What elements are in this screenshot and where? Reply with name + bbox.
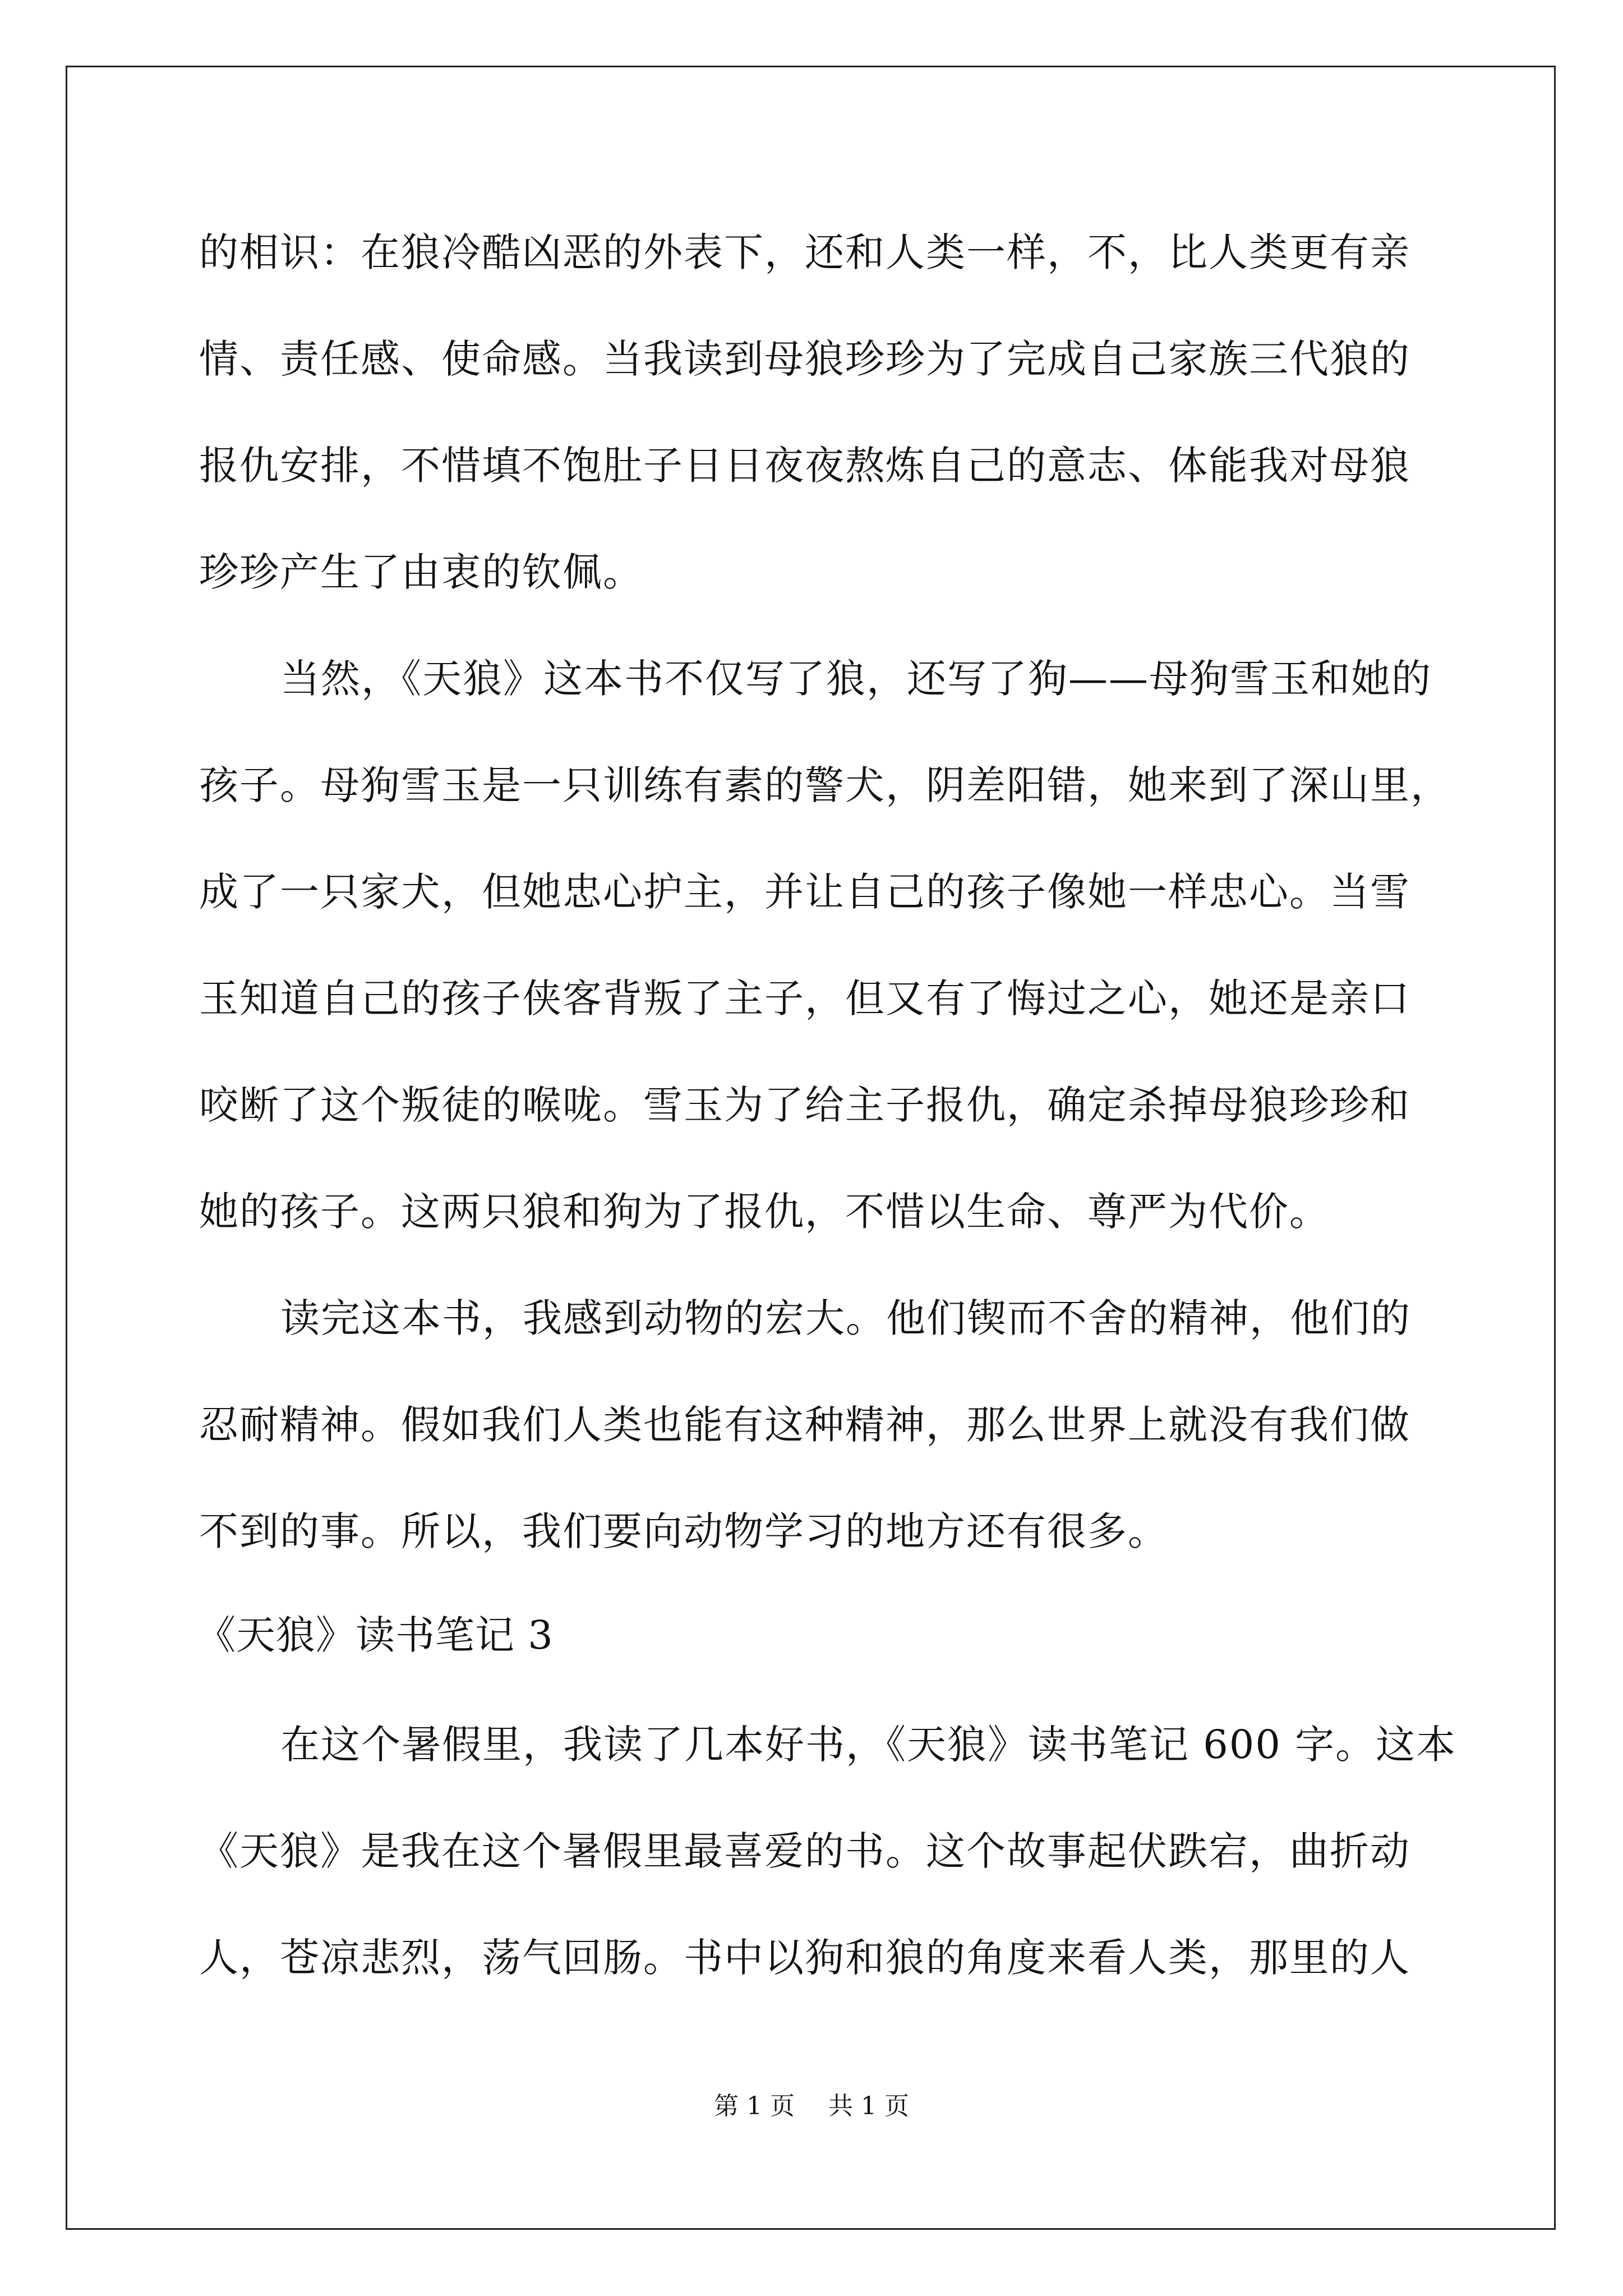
page-number-total: 共 1 页 xyxy=(828,2092,909,2120)
text-line: 不到的事。所以，我们要向动物学习的地方还有很多。 xyxy=(199,1508,1168,1554)
text-line: 她的孩子。这两只狼和狗为了报仇，不惜以生命、尊严为代价。 xyxy=(199,1189,1330,1235)
text-line: 报仇安排，不惜填不饱肚子日日夜夜熬炼自己的意志、体能我对母狼 xyxy=(199,443,1410,489)
page-footer xyxy=(0,2090,1623,2123)
page-number-current: 第 1 页 xyxy=(714,2092,795,2120)
text-line: 情、责任感、使命感。当我读到母狼珍珍为了完成自己家族三代狼的 xyxy=(199,336,1410,382)
text-line: 的相识：在狼冷酷凶恶的外表下，还和人类一样，不，比人类更有亲 xyxy=(199,229,1410,275)
text-line: 当然，《天狼》这本书不仅写了狼，还写了狗——母狗雪玉和她的 xyxy=(280,656,1432,702)
text-line: 人，苍凉悲烈，荡气回肠。书中以狗和狼的角度来看人类，那里的人 xyxy=(199,1935,1410,1981)
text-line: 《天狼》是我在这个暑假里最喜爱的书。这个故事起伏跌宕，曲折动 xyxy=(199,1828,1410,1874)
text-line: 读完这本书，我感到动物的宏大。他们锲而不舍的精神，他们的 xyxy=(280,1295,1411,1341)
text-line: 珍珍产生了由衷的钦佩。 xyxy=(199,549,643,595)
text-line: 玉知道自己的孩子侠客背叛了主子，但又有了悔过之心，她还是亲口 xyxy=(199,976,1410,1022)
text-line: 忍耐精神。假如我们人类也能有这种精神，那么世界上就没有我们做 xyxy=(199,1402,1410,1448)
text-line: 成了一只家犬，但她忠心护主，并让自己的孩子像她一样忠心。当雪 xyxy=(199,869,1410,915)
text-line: 咬断了这个叛徒的喉咙。雪玉为了给主子报仇，确定杀掉母狼珍珍和 xyxy=(199,1082,1410,1128)
text-line: 在这个暑假里，我读了几本好书，《天狼》读书笔记 600 字。这本 xyxy=(280,1722,1457,1768)
text-line: 孩子。母狗雪玉是一只训练有素的警犬，阴差阳错，她来到了深山里， xyxy=(199,762,1451,808)
section-heading: 《天狼》读书笔记 3 xyxy=(196,1612,554,1658)
